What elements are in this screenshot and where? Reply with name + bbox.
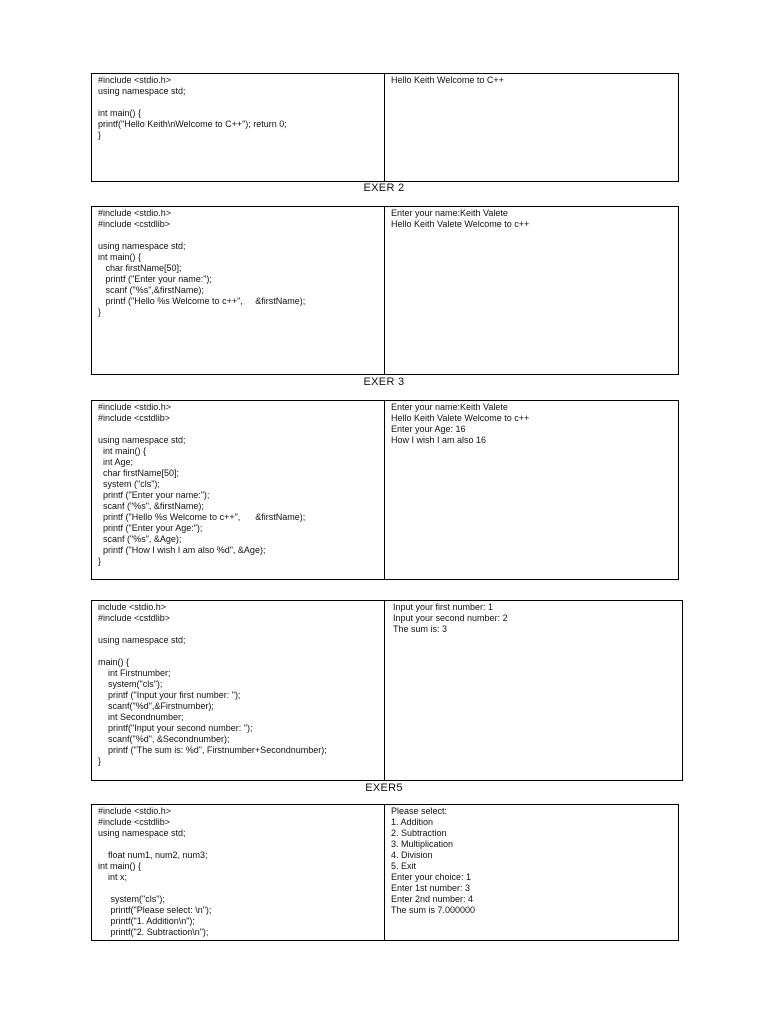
code-line: printf("Hello Keith\nWelcome to C++"); return 0; bbox=[98, 119, 287, 129]
code-line: using namespace std; bbox=[98, 86, 186, 96]
code-line: int main() { bbox=[98, 861, 142, 871]
code-line: scanf("%d", &Secondnumber); bbox=[98, 734, 230, 744]
output-line: 1. Addition bbox=[391, 817, 434, 827]
code-line: printf ("The sum is: %d", Firstnumber+Secondnumber); bbox=[98, 745, 327, 755]
output-line: Input your second number: 2 bbox=[393, 613, 508, 623]
code-line: scanf ("%s", &firstName); bbox=[98, 501, 204, 511]
code-line: int x; bbox=[98, 872, 128, 882]
output-line: Enter your name:Keith Valete bbox=[391, 402, 508, 412]
code-line bbox=[98, 424, 378, 435]
output-line: Hello Keith Valete Welcome to c++ bbox=[391, 219, 530, 229]
code-line: #include <cstdlib> bbox=[98, 219, 171, 229]
code-line: int main() { bbox=[98, 446, 147, 456]
code-line: printf ("Enter your name:"); bbox=[98, 274, 212, 284]
exercise-5-table bbox=[91, 804, 679, 941]
code-line: char firstName[50]; bbox=[98, 468, 180, 478]
output-line: 5. Exit bbox=[391, 861, 417, 871]
code-line: system("cls"); bbox=[98, 894, 165, 904]
code-line: scanf ("%s",&firstName); bbox=[98, 285, 204, 295]
exercise-2-output-cell bbox=[385, 207, 678, 374]
code-line: printf("Please select: \n"); bbox=[98, 905, 212, 915]
output-line: Input your first number: 1 bbox=[393, 602, 494, 612]
code-line: scanf("%d",&Firstnumber); bbox=[98, 701, 214, 711]
exercise-5-code-cell bbox=[92, 805, 385, 940]
code-line bbox=[98, 97, 378, 108]
output-line: Hello Keith Valete Welcome to c++ bbox=[391, 413, 530, 423]
code-line: system ("cls"); bbox=[98, 479, 160, 489]
code-line: #include <stdio.h> bbox=[98, 208, 172, 218]
exercise-4-code-cell bbox=[92, 601, 385, 780]
exercise-1-table bbox=[91, 73, 679, 182]
exercise-1-output-cell bbox=[385, 74, 678, 181]
output-line: Enter 2nd number: 4 bbox=[391, 894, 474, 904]
code-line: printf("1. Addition\n"); bbox=[98, 916, 195, 926]
exercise-3-table bbox=[91, 400, 679, 580]
code-line: char firstName[50]; bbox=[98, 263, 182, 273]
output-line: Enter your name:Keith Valete bbox=[391, 208, 508, 218]
exercise-2-table bbox=[91, 206, 679, 375]
output-line: 4. Division bbox=[391, 850, 433, 860]
code-line: using namespace std; bbox=[98, 241, 186, 251]
code-line: #include <cstdlib> bbox=[98, 413, 171, 423]
code-line: include <stdio.h> bbox=[98, 602, 167, 612]
exercise-2-heading: EXER 2 bbox=[363, 182, 405, 194]
code-line: using namespace std; bbox=[98, 435, 186, 445]
exercise-4-table bbox=[91, 600, 683, 781]
code-line: float num1, num2, num3; bbox=[98, 850, 208, 860]
exercise-5-heading: EXER5 bbox=[365, 782, 403, 794]
code-line: using namespace std; bbox=[98, 635, 186, 645]
code-line: int main() { bbox=[98, 108, 142, 118]
code-line: printf("2. Subtraction\n"); bbox=[98, 927, 209, 937]
output-line: Enter your choice: 1 bbox=[391, 872, 472, 882]
exercise-1-code-cell bbox=[92, 74, 385, 181]
code-line: int Age; bbox=[98, 457, 134, 467]
code-line: printf ("Hello %s Welcome to c++", &firstName); bbox=[98, 296, 306, 306]
code-line: } bbox=[98, 307, 102, 317]
code-line: int Secondnumber; bbox=[98, 712, 184, 722]
code-line: #include <cstdlib> bbox=[98, 817, 171, 827]
code-line: printf ("How I wish I am also %d", &Age); bbox=[98, 545, 266, 555]
code-line bbox=[98, 883, 378, 894]
exercise-2-code-cell bbox=[92, 207, 385, 374]
code-line bbox=[98, 839, 378, 850]
output-line: 2. Subtraction bbox=[391, 828, 447, 838]
code-line: #include <stdio.h> bbox=[98, 75, 172, 85]
code-line bbox=[98, 646, 378, 657]
code-line: int Firstnumber; bbox=[98, 668, 171, 678]
code-line: } bbox=[98, 556, 102, 566]
code-line: } bbox=[98, 130, 102, 140]
code-line bbox=[98, 624, 378, 635]
output-line: Enter 1st number: 3 bbox=[391, 883, 471, 893]
exercise-3-output-cell bbox=[385, 401, 678, 579]
code-line: printf ("Enter your name:"); bbox=[98, 490, 210, 500]
code-line: main() { bbox=[98, 657, 130, 667]
exercise-4-output-cell bbox=[385, 601, 682, 780]
code-line: printf("Input your second number: "); bbox=[98, 723, 253, 733]
code-line: printf ("Enter your Age:"); bbox=[98, 523, 203, 533]
code-line: system("cls"); bbox=[98, 679, 163, 689]
output-line: Enter your Age: 16 bbox=[391, 424, 466, 434]
code-line: } bbox=[98, 756, 102, 766]
exercise-3-heading: EXER 3 bbox=[363, 376, 405, 388]
code-line: #include <stdio.h> bbox=[98, 806, 172, 816]
code-line: printf ("Hello %s Welcome to c++", &firstName); bbox=[98, 512, 306, 522]
code-line: #include <stdio.h> bbox=[98, 402, 172, 412]
output-line: Please select: bbox=[391, 806, 448, 816]
output-line: How I wish I am also 16 bbox=[391, 435, 487, 445]
output-line: The sum is: 3 bbox=[393, 624, 448, 634]
code-line: int main() { bbox=[98, 252, 142, 262]
code-line: #include <cstdlib> bbox=[98, 613, 171, 623]
exercise-5-output-cell bbox=[385, 805, 678, 940]
code-line: scanf ("%s", &Age); bbox=[98, 534, 182, 544]
code-line bbox=[98, 230, 378, 241]
output-line: The sum is 7.000000 bbox=[391, 905, 476, 915]
exercise-3-code-cell bbox=[92, 401, 385, 579]
output-line: 3. Multiplication bbox=[391, 839, 454, 849]
code-line: printf ("Input your first number: "); bbox=[98, 690, 241, 700]
output-line: Hello Keith Welcome to C++ bbox=[391, 75, 504, 85]
code-line: using namespace std; bbox=[98, 828, 186, 838]
